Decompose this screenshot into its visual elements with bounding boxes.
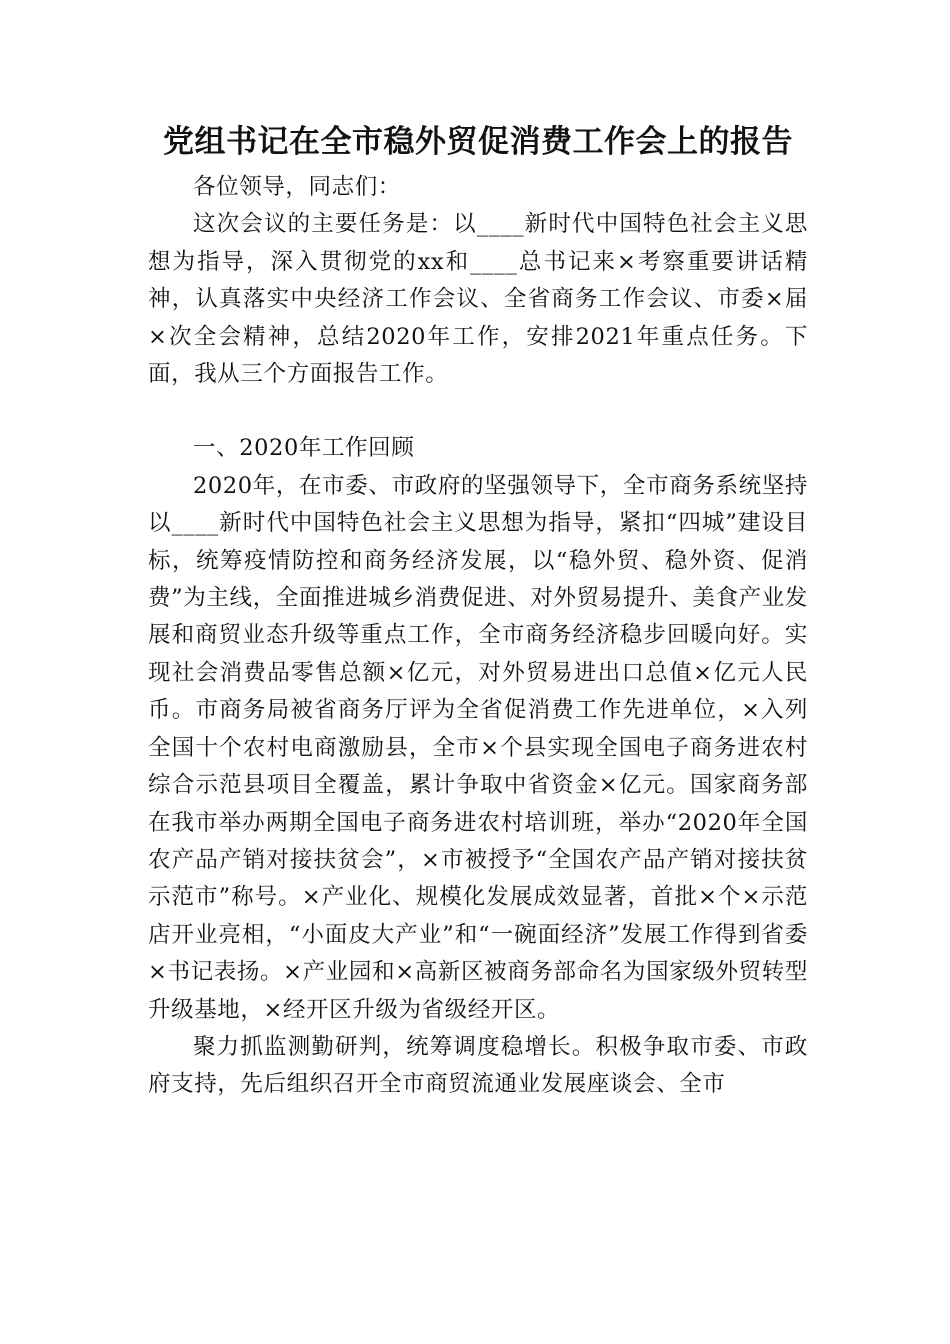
section-heading: 一、2020年工作回顾 (193, 435, 415, 462)
intro-paragraph: 这次会议的主要任务是：以____新时代中国特色社会主义思想为指导，深入贯彻党的xx和____总书记来×考察重要讲话精神，认真落实中央经济工作会议、全省商务工作会议、市委×届×次全会精神，总结2020年工作，安排2021年重点任务。下面，我从三个方面报告工作。 (148, 211, 808, 388)
section-body-paragraph: 2020年，在市委、市政府的坚强领导下，全市商务系统坚持以____新时代中国特色社会主义思想为指导，紧扣“四城”建设目标，统筹疫情防控和商务经济发展，以“稳外贸、稳外资、促消费”为主线，全面推进城乡消费促进、对外贸易提升、美食产业发展和商贸业态升级等重点工作，全市商务经济稳步回暖向好。实现社会消费品零售总额×亿元，对外贸易进出口总值×亿元人民币。市商务局被省商务厅评为全省促消费工作先进单位，×入列全国十个农村电商激励县，全市×个县实现全国电子商务进农村综合示范县项目全覆盖，累计争取中省资金×亿元。国家商务部在我市举办两期全国电子商务进农村培训班，举办“2020年全国农产品产销对接扶贫会”，×市被授予“全国农产品产销对接扶贫示范市”称号。×产业化、规模化发展成效显著，首批×个×示范店开业亮相，“小面皮大产业”和“一碗面经济”发展工作得到省委×书记表扬。×产业园和×高新区被商务部命名为国家级外贸转型升级基地，×经开区升级为省级经开区。 (148, 472, 808, 1023)
document-title: 党组书记在全市稳外贸促消费工作会上的报告 (163, 124, 793, 160)
next-paragraph: 聚力抓监测勤研判，统筹调度稳增长。积极争取市委、市政府支持，先后组织召开全市商贸流通业发展座谈会、全市 (148, 1033, 808, 1098)
paragraph-spacer (148, 393, 808, 430)
greeting-paragraph: 各位领导，同志们： (193, 174, 401, 200)
document-page (148, 118, 808, 1104)
